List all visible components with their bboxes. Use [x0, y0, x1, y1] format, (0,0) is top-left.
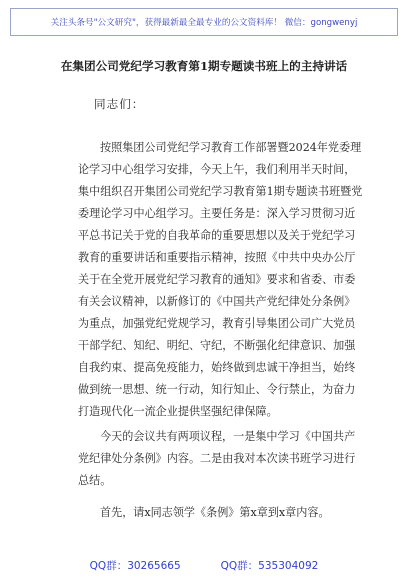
paragraph-line: 有关会议精神，以新修订的《中国共产党纪律处分条例》 [78, 295, 356, 308]
paragraph-line: 为重点，加强党纪党规学习，教育引导集团公司广大党员 [78, 317, 356, 330]
salutation: 同志们： [94, 97, 145, 111]
paragraph-line: 委理论学习中心组学习。主要任务是：深入学习贯彻习近 [78, 207, 356, 220]
paragraph-line: 关于在全党开展党纪学习教育的通知》要求和省委、市委 [78, 273, 356, 286]
paragraph-line: 自我约束、提高免疫能力，始终做到忠诚干净担当，始终 [78, 361, 356, 374]
paragraph-line: 首先，请x同志领学《条例》第x章到x章内容。 [100, 506, 330, 519]
header-banner [10, 8, 398, 36]
paragraph-line: 平总书记关于党的自我革命的重要思想以及关于党纪学习 [78, 229, 356, 242]
qq-group-1: QQ群：30265665 [89, 560, 181, 572]
paragraph-1 [78, 137, 363, 423]
paragraph-line: 做到统一思想、统一行动，知行知止、令行禁止，为奋力 [78, 383, 356, 396]
paragraph-line: 干部学纪、知纪、明纪、守纪，不断强化纪律意识、加强 [78, 339, 356, 352]
paragraph-line: 总结。 [78, 474, 112, 487]
qq-group-2: QQ群：535304092 [220, 560, 319, 572]
paragraph-line: 集中组织召开集团公司党纪学习教育第1期专题读书班暨党 [78, 185, 363, 198]
paragraph-line: 按照集团公司党纪学习教育工作部署暨2024年党委理 [100, 141, 362, 154]
paragraph-line: 论学习中心组学习安排，今天上午，我们利用半天时间， [78, 163, 356, 176]
paragraph-line: 打造现代化一流企业提供坚强纪律保障。 [78, 405, 278, 418]
paragraph-3 [78, 502, 340, 524]
paragraph-line: 今天的会议共有两项议程，一是集中学习《中国共产 [100, 430, 356, 443]
footer [0, 558, 408, 573]
paragraph-line: 党纪律处分条例》内容。二是由我对本次读书班学习进行 [78, 452, 356, 465]
paragraph-line: 教育的重要讲话和重要指示精神，按照《中共中央办公厅 [78, 251, 356, 264]
paragraph-2 [78, 426, 356, 492]
banner-text: 关注头条号"公文研究"，获得最新最全最专业的公文资料库！ 微信：gongwenyj [50, 18, 358, 28]
document-title: 在集团公司党纪学习教育第1期专题读书班上的主持讲话 [60, 59, 348, 73]
